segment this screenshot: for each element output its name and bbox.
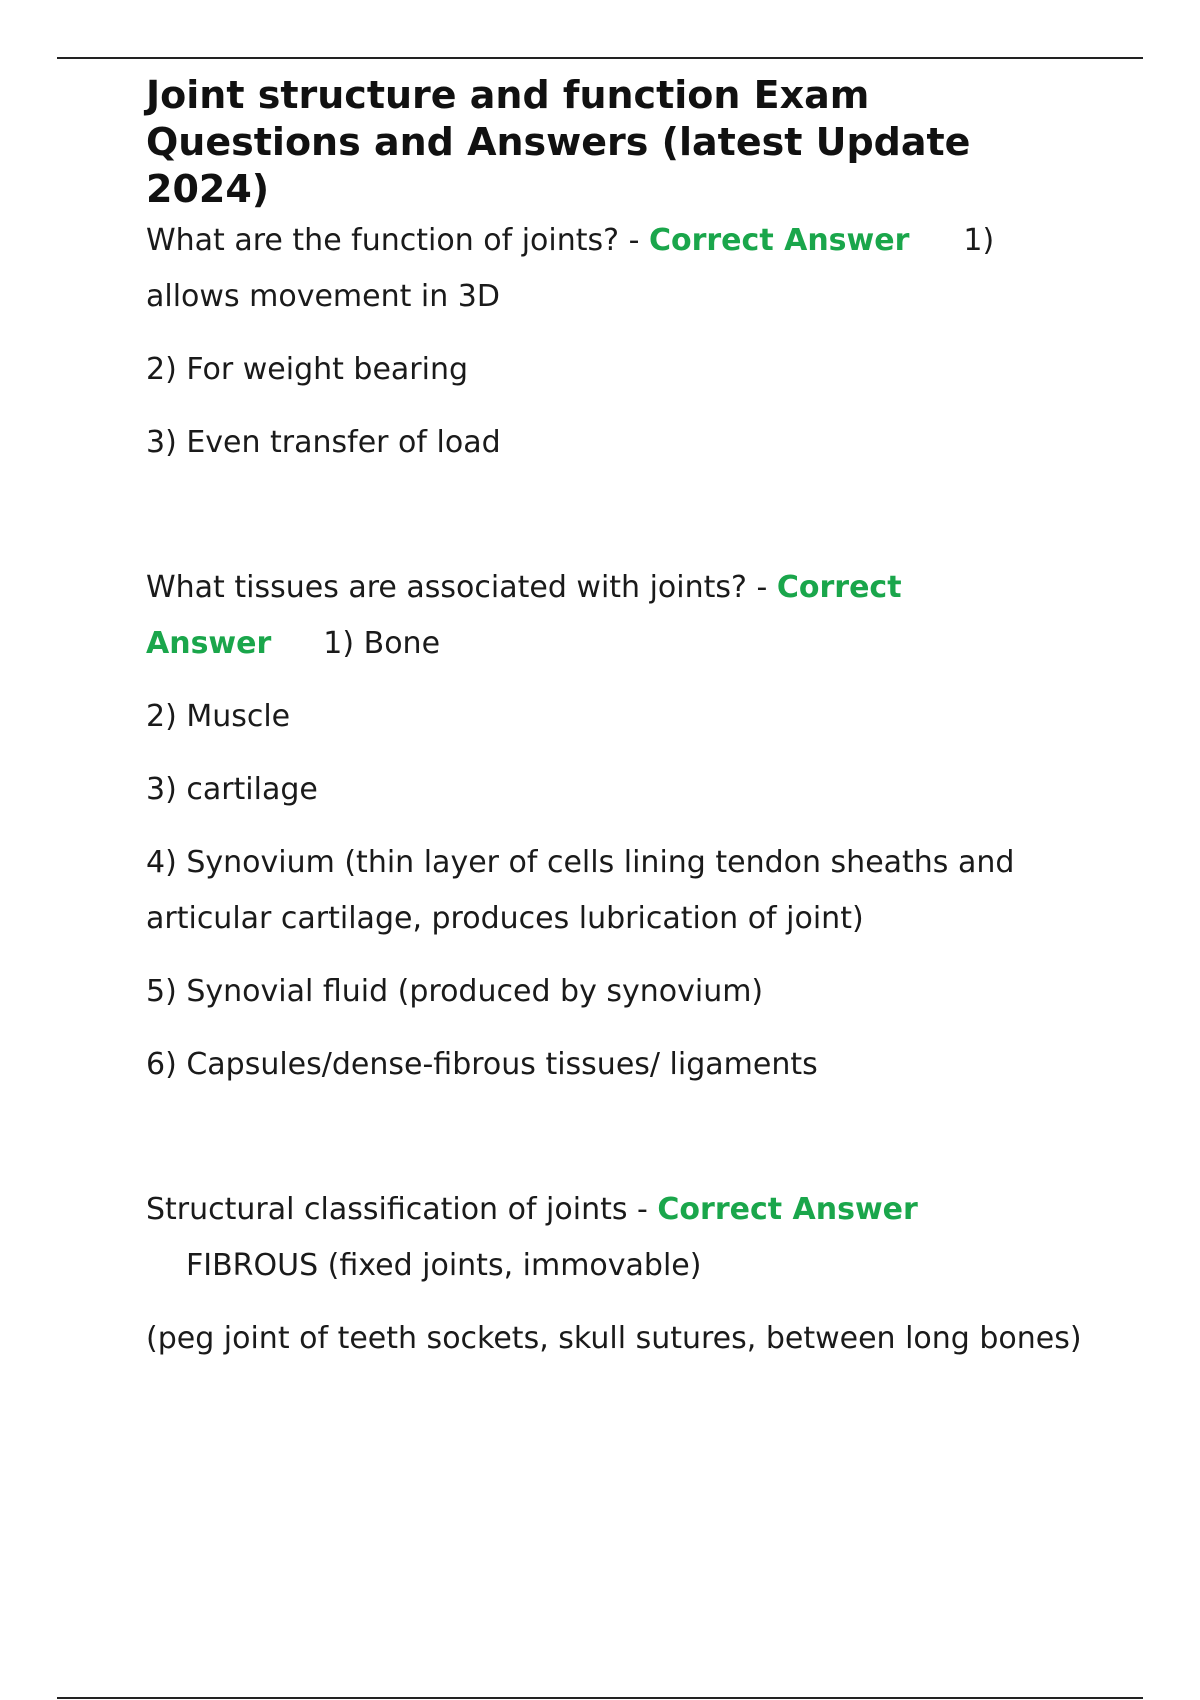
question-2-text: What tissues are associated with joints? - — [146, 570, 777, 605]
bottom-rule — [57, 1697, 1143, 1699]
document-body — [146, 72, 1086, 1384]
question-2 — [146, 560, 1086, 672]
answer-item: 2) Muscle — [146, 699, 291, 734]
qa-block-3 — [146, 1182, 1086, 1367]
answer-3-first: FIBROUS (fixed joints, immovable) — [186, 1248, 702, 1283]
correct-answer-label-part2: Answer — [146, 626, 272, 661]
question-3-text: Structural classification of joints - — [146, 1192, 658, 1227]
question-3 — [146, 1182, 1086, 1294]
qa-block-2 — [146, 560, 1086, 1093]
answer-item: 6) Capsules/dense-fibrous tissues/ ligaments — [146, 1047, 818, 1082]
answer-item: 5) Synovial fluid (produced by synovium) — [146, 974, 764, 1009]
qa-block-1 — [146, 213, 1086, 471]
correct-answer-label: Correct Answer — [657, 1192, 918, 1227]
answer-item: 2) For weight bearing — [146, 352, 469, 387]
answer-item: 3) cartilage — [146, 772, 318, 807]
answer-1-first: 1) — [963, 223, 995, 258]
correct-answer-label-part1: Correct — [776, 570, 902, 605]
question-1-text: What are the function of joints? - — [146, 223, 649, 258]
question-1 — [146, 213, 1086, 325]
answer-1-continuation: allows movement in 3D — [146, 279, 500, 314]
top-rule — [57, 57, 1143, 59]
document-title: Joint structure and function Exam Questions and Answers (latest Update 2024) — [146, 73, 971, 211]
answer-item: 3) Even transfer of load — [146, 425, 501, 460]
answer-item: (peg joint of teeth sockets, skull sutures, between long bones) — [146, 1321, 1082, 1356]
answer-2-first: 1) Bone — [323, 626, 441, 661]
answer-item: 4) Synovium (thin layer of cells lining tendon sheaths and articular cartilage, produces lubrication of joint) — [146, 845, 1015, 936]
correct-answer-label: Correct Answer — [648, 223, 910, 258]
